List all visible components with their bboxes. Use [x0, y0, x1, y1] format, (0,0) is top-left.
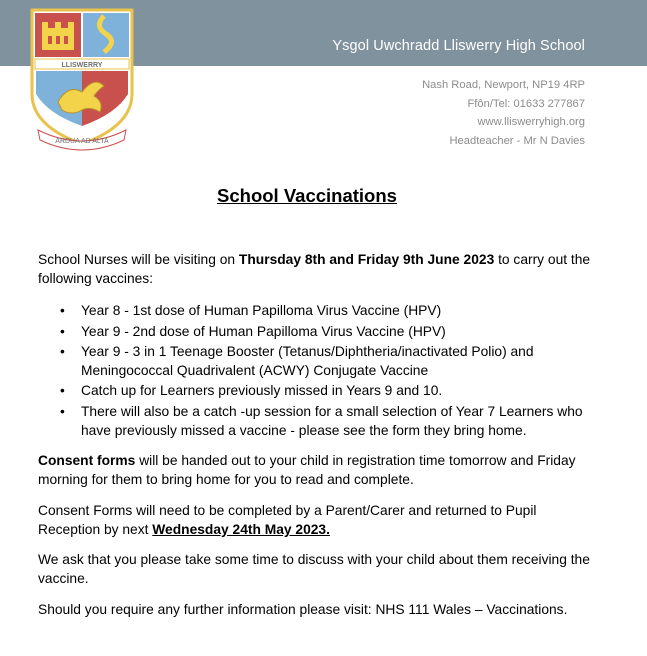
return-paragraph	[38, 502, 598, 539]
return-before: Consent Forms will need to be completed by a Parent/Carer and returned to Pupil Reception by next	[38, 503, 537, 537]
list-item-text: Catch up for Learners previously missed in Years 9 and 10.	[81, 383, 443, 399]
visit-dates: Thursday 8th and Friday 9th June 2023	[238, 252, 495, 267]
intro-paragraph	[38, 251, 598, 288]
consent-rest: will be handed out to your child in registration time tomorrow and Friday morning for them to bring home for you to read and complete.	[38, 453, 576, 487]
bullet: •	[60, 303, 65, 318]
list-item-text: Year 8 - 1st dose of Human Papilloma Virus Vaccine (HPV)	[81, 303, 442, 318]
page-title: School Vaccinations	[217, 185, 397, 206]
list-item-text: There will also be a catch -up session for a small selection of Year 7 Learners who have previously missed a vaccine - please see the form they bring home.	[81, 403, 583, 438]
contact-block	[422, 76, 585, 150]
intro-after: to carry out the following vaccines:	[38, 252, 591, 286]
bullet: •	[60, 403, 65, 419]
list-item	[38, 382, 598, 401]
phone: Ffôn/Tel: 01633 277867	[467, 97, 585, 110]
bullet: •	[60, 323, 65, 339]
vaccine-list	[38, 302, 598, 442]
crest-motto-text: ARDUA AD ALTA	[55, 138, 109, 145]
school-name: Ysgol Uwchradd Lliswerry High School	[332, 38, 585, 54]
list-item	[38, 343, 598, 380]
list-item	[38, 403, 598, 440]
bullet: •	[60, 383, 65, 399]
headteacher: Headteacher - Mr N Davies	[449, 134, 585, 147]
list-item-text: Year 9 - 3 in 1 Teenage Booster (Tetanus/Diphtheria/inactivated Polio) and Meningococcal Quadrivalent (ACWY) Conjugate Vaccine	[81, 344, 534, 378]
further-info-paragraph: Should you require any further information please visit: NHS 111 Wales – Vaccinations.	[38, 602, 568, 617]
list-item-text: Year 9 - 2nd dose of Human Papilloma Virus Vaccine (HPV)	[81, 323, 446, 339]
consent-forms-bold: Consent forms	[38, 453, 136, 468]
address: Nash Road, Newport, NP19 4RP	[422, 79, 585, 91]
return-deadline: Wednesday 24th May 2023.	[152, 521, 330, 537]
consent-paragraph	[38, 452, 598, 489]
website: www.lliswerryhigh.org	[477, 116, 585, 129]
intro-before: School Nurses will be visiting on	[38, 252, 239, 267]
list-item	[38, 323, 598, 342]
list-item	[38, 302, 598, 321]
discuss-paragraph: We ask that you please take some time to discuss with your child about them receiving the vaccine.	[38, 552, 590, 586]
crest-name-text: LLISWERRY	[61, 62, 103, 69]
bullet: •	[60, 344, 65, 360]
school-crest-logo	[28, 6, 136, 154]
